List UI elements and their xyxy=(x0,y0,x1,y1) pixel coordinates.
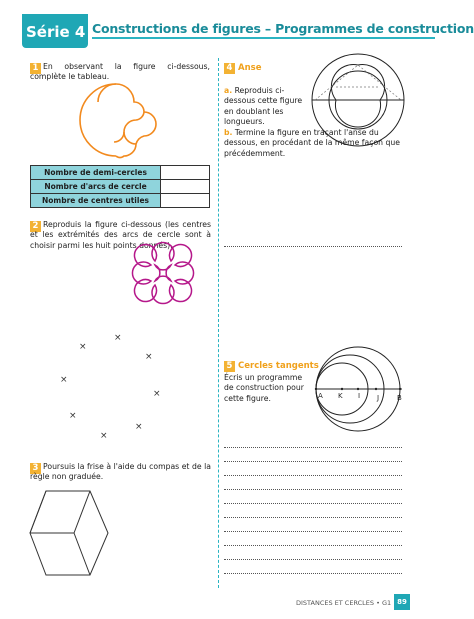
answer-line[interactable] xyxy=(224,573,402,574)
point-label-k: K xyxy=(338,392,343,400)
answer-line[interactable] xyxy=(224,489,402,490)
answer-line[interactable] xyxy=(224,559,402,560)
frieze-shapes xyxy=(30,491,108,575)
column-divider xyxy=(218,58,219,588)
table-cell-label: Nombre de centres utiles xyxy=(31,194,161,208)
point-marker: × xyxy=(145,352,153,362)
point-marker: × xyxy=(100,431,108,441)
point-marker: × xyxy=(79,342,87,352)
exercise-2-text: Reproduis la figure ci-dessous (les centres et les extrémités des arcs de cercle sont à choisir parmi les huit points donnés). xyxy=(30,220,211,250)
quatrefoil-figure xyxy=(132,242,193,303)
exercise-4-part-b xyxy=(224,128,404,159)
answer-line[interactable] xyxy=(224,545,402,546)
point-marker: × xyxy=(135,422,143,432)
table-cell-answer[interactable] xyxy=(161,180,210,194)
answer-line[interactable] xyxy=(224,461,402,462)
table-cell-answer[interactable] xyxy=(161,194,210,208)
exercise-3-number: 3 xyxy=(30,463,41,474)
exercise-3-text: Poursuis la frise à l'aide du compas et de la règle non graduée. xyxy=(30,462,211,482)
table-cell-answer[interactable] xyxy=(161,166,210,180)
arc-figure xyxy=(80,84,156,158)
point-label-b: B xyxy=(397,394,402,402)
answer-line[interactable] xyxy=(224,517,402,518)
handle-figure xyxy=(310,63,406,129)
exercise-1-table xyxy=(30,165,210,208)
answer-line[interactable] xyxy=(224,531,402,532)
answer-line[interactable] xyxy=(224,503,402,504)
point-label-a: A xyxy=(318,392,323,400)
answer-line[interactable] xyxy=(224,246,402,247)
table-row xyxy=(31,180,210,194)
series-label: Série 4 xyxy=(26,23,86,41)
exercise-1-text: En observant la figure ci-dessous, complète le tableau. xyxy=(30,62,210,82)
point-marker: × xyxy=(153,389,161,399)
tangent-circles-figure xyxy=(312,344,410,436)
exercise-2-number: 2 xyxy=(30,221,41,232)
point-marker: × xyxy=(60,375,68,385)
exercise-2-figure xyxy=(134,244,192,302)
table-cell-label: Nombre de demi-cercles xyxy=(31,166,161,180)
point-marker: × xyxy=(114,333,122,343)
exercise-4-number: 4 xyxy=(224,63,235,74)
exercise-5-text: Écris un programme de construction pour cette figure. xyxy=(224,373,304,403)
exercise-5-title: Cercles tangents xyxy=(238,361,319,371)
part-a-text: Reproduis ci-dessous cette figure en doublant les longueurs. xyxy=(224,86,303,126)
part-b-label: b. xyxy=(224,128,233,137)
exercise-1-number: 1 xyxy=(30,63,41,74)
table-cell-label: Nombre d'arcs de cercle xyxy=(31,180,161,194)
point-label-j: J xyxy=(377,394,380,402)
exercise-1-figure xyxy=(72,80,162,158)
exercise-4-part-a xyxy=(224,86,308,127)
construction-lines xyxy=(315,65,401,100)
answer-line[interactable] xyxy=(224,475,402,476)
page-number: 89 xyxy=(394,594,410,610)
page-title: Constructions de figures – Programmes de construction xyxy=(92,21,474,36)
point-marker: × xyxy=(69,411,77,421)
header-rule xyxy=(92,37,435,39)
table-row xyxy=(31,166,210,180)
exercise-5-number: 5 xyxy=(224,361,235,372)
part-b-text: Termine la figure en traçant l'anse du dessous, en procédant de la même façon que précédemment. xyxy=(224,128,400,158)
exercise-3-frieze xyxy=(28,489,112,577)
footer-chapter: DISTANCES ET CERCLES • G1 xyxy=(296,599,392,607)
table-row xyxy=(31,194,210,208)
exercise-4-title: Anse xyxy=(238,63,262,73)
part-a-label: a. xyxy=(224,86,233,95)
point-label-i: I xyxy=(358,392,361,400)
answer-line[interactable] xyxy=(224,447,402,448)
